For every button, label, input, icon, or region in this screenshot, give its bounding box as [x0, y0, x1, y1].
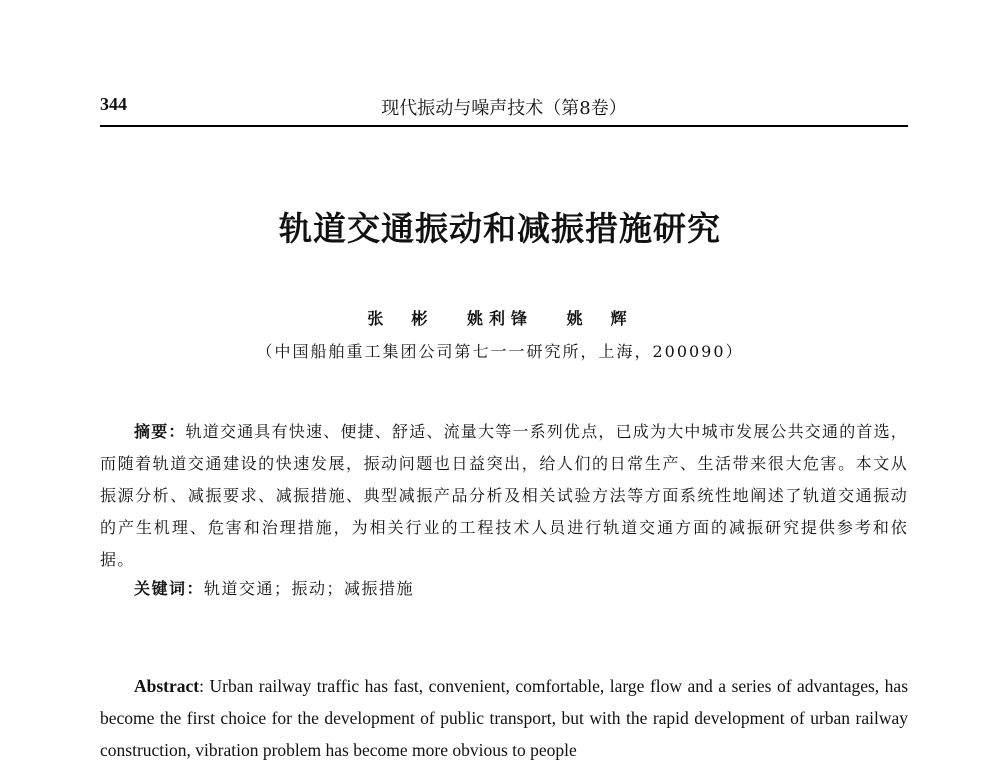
header-rule	[100, 125, 908, 127]
keywords	[134, 576, 414, 599]
keywords-text: 轨道交通；振动；减振措施	[204, 579, 415, 598]
keywords-label: 关键词：	[134, 579, 205, 598]
page-number: 344	[100, 94, 127, 114]
author-name: 姚利锋	[466, 309, 533, 328]
affiliation: （中国船舶重工集团公司第七一一研究所，上海，200090）	[256, 342, 744, 361]
abstract-text: 轨道交通具有快速、便捷、舒适、流量大等一系列优点，已成为大中城市发展公共交通的首选，而随着轨道交通建设的快速发展，振动问题也日益突出，给人们的日常生产、生活带来很大危害。本文从振源分析、减振要求、减振措施、典型减振产品分析及相关试验方法等方面系统性地阐述了轨道交通振动的产生机理、危害和治理措施，为相关行业的工程技术人员进行轨道交通方面的减振研究提供参考和依据。	[100, 422, 909, 569]
author-list	[0, 306, 1000, 329]
author-name: 姚 辉	[566, 309, 633, 328]
page-header	[100, 94, 908, 124]
paper-title: 轨道交通振动和减振措施研究	[279, 209, 721, 248]
abstract-english	[100, 670, 908, 766]
abstract-chinese	[100, 416, 908, 576]
author-name: 张 彬	[367, 309, 434, 328]
abstract-en-text: : Urban railway traffic has fast, convenient, comfortable, large flow and a series of advantages, has become the first choice for the development of public transport, but with the rapid development of urban railway construction, vibration problem has become more obvious to people	[100, 676, 908, 760]
running-title: 现代振动与噪声技术（第8卷）	[381, 98, 627, 119]
abstract-en-label: Abstract	[134, 676, 200, 696]
abstract-label: 摘要：	[134, 422, 186, 441]
